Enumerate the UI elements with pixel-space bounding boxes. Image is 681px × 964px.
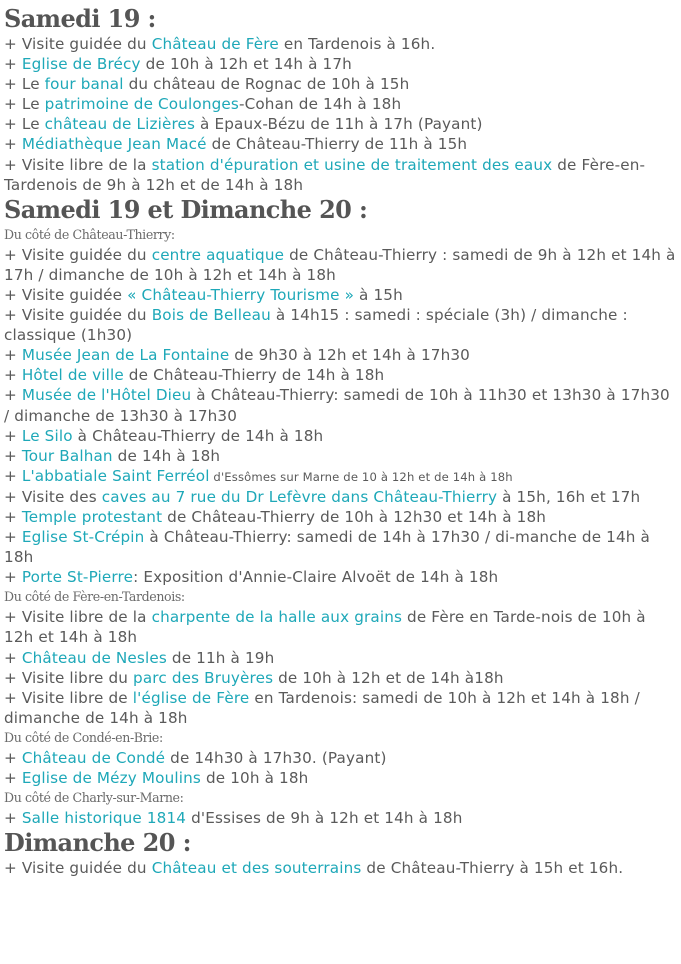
event-text: de 14h à 18h (112, 446, 221, 465)
event-text: à 15h (354, 285, 403, 304)
event-entry (4, 487, 676, 507)
group-subtitle: Du côté de Condé-en-Brie: (4, 729, 163, 745)
event-entry (4, 365, 676, 385)
event-entry (4, 446, 676, 466)
event-link[interactable]: Eglise de Brécy (21, 55, 141, 74)
event-entry (4, 858, 676, 878)
event-text: + Visite guidée du (4, 245, 152, 264)
event-text: à Château-Thierry: samedi de 14h à 17h30 / di-manche de 14h à 18h (4, 528, 651, 567)
event-link[interactable]: Salle historique 1814 (21, 809, 187, 828)
event-text: de Fère en Tarde-nois de 10h à 12h et 14h à 18h (4, 608, 646, 647)
event-text: d'Essômes sur Marne de 10 à 12h et de 14h à 18h (209, 469, 513, 484)
events-document (4, 4, 676, 878)
event-text: à Château-Thierry: samedi de 10h à 11h30 et 13h30 à 17h30 / dimanche de 13h30 à 17h30 (4, 386, 670, 425)
event-text: + (4, 748, 22, 767)
event-text: à Château-Thierry de 14h à 18h (72, 426, 324, 445)
event-text: + Visite des (4, 487, 102, 506)
event-text: + Le (4, 75, 45, 94)
event-text: + (4, 507, 22, 526)
event-text: -Cohan de 14h à 18h (238, 95, 402, 114)
event-link[interactable]: Le Silo (21, 426, 73, 445)
event-link[interactable]: Musée Jean de La Fontaine (21, 346, 230, 365)
event-text: de Château-Thierry de 11h à 15h (206, 135, 468, 154)
event-text: + Visite libre de (4, 688, 133, 707)
event-link[interactable]: Hôtel de ville (21, 366, 124, 385)
event-entry (4, 114, 676, 134)
event-text: de 10h à 18h (200, 769, 309, 787)
event-text: + (4, 528, 22, 547)
event-link[interactable]: Médiathèque Jean Macé (21, 135, 207, 154)
event-entry (4, 527, 676, 567)
event-entry (4, 466, 676, 487)
event-text: à 14h15 : samedi : spéciale (3h) / dimanche : classique (1h30) (4, 306, 628, 345)
event-text: + (4, 426, 22, 445)
event-entry (4, 74, 676, 94)
event-entry (4, 155, 676, 195)
event-text: + Visite libre de la (4, 608, 152, 627)
event-text: à Epaux-Bézu de 11h à 17h (Payant) (195, 115, 483, 134)
group-subtitle: Du côté de Fère-en-Tardenois: (4, 589, 185, 605)
event-text: de 10h à 12h et 14h à 17h (140, 55, 352, 74)
event-text: du château de Rognac de 10h à 15h (123, 75, 410, 94)
event-text: + Visite guidée du (4, 306, 152, 325)
event-entry (4, 808, 676, 828)
event-link[interactable]: Porte St-Pierre (21, 568, 134, 587)
event-text: de Château-Thierry de 10h à 12h30 et 14h à 18h (162, 507, 547, 526)
event-entry (4, 94, 676, 114)
event-text: + Visite libre du (4, 668, 134, 687)
event-entry (4, 507, 676, 527)
event-entry (4, 34, 676, 54)
event-link[interactable]: Eglise de Mézy Moulins (21, 769, 201, 787)
event-link[interactable]: château de Lizières (44, 115, 196, 134)
event-link[interactable]: Eglise St-Crépin (21, 528, 145, 547)
event-link[interactable]: centre aquatique (151, 245, 285, 264)
event-entry (4, 134, 676, 154)
event-text: + Visite guidée du (4, 859, 152, 878)
event-entry (4, 668, 676, 688)
event-link[interactable]: Musée de l'Hôtel Dieu (21, 386, 192, 405)
event-link[interactable]: Château de Fère (151, 35, 279, 53)
event-text: en Tardenois à 16h. (278, 35, 436, 53)
group-subtitle: Du côté de Charly-sur-Marne: (4, 790, 184, 806)
event-text: de 11h à 19h (166, 648, 275, 667)
event-text: + Visite guidée (4, 285, 128, 304)
event-entry (4, 285, 676, 305)
event-entry (4, 305, 676, 345)
event-text: : Exposition d'Annie-Claire Alvoët de 14h à 18h (133, 568, 499, 587)
event-link[interactable]: Temple protestant (21, 507, 163, 526)
event-entry (4, 385, 676, 425)
event-text: + (4, 769, 22, 787)
event-link[interactable]: L'abbatiale Saint Ferréol (21, 466, 210, 485)
event-text: + Visite libre de la (4, 155, 152, 174)
event-text: de Fère-en-Tardenois de 9h à 12h et de 14h à 18h (4, 155, 646, 194)
event-entry (4, 607, 676, 647)
event-entry (4, 54, 676, 74)
event-text: + (4, 135, 22, 154)
event-text: + (4, 466, 22, 485)
event-entry (4, 345, 676, 365)
event-text: + (4, 346, 22, 365)
event-link[interactable]: caves au 7 rue du Dr Lefèvre dans Château-Thierry (101, 487, 498, 506)
event-text: + (4, 366, 22, 385)
event-text: de Château-Thierry de 14h à 18h (123, 366, 385, 385)
event-text: + (4, 809, 22, 828)
event-link[interactable]: Tour Balhan (21, 446, 113, 465)
event-text: de 10h à 12h et de 14h à18h (273, 668, 504, 687)
event-link[interactable]: station d'épuration et usine de traitement des eaux (151, 155, 553, 174)
event-entry (4, 567, 676, 587)
event-text: d'Essises de 9h à 12h et 14h à 18h (186, 809, 463, 828)
event-entry (4, 688, 676, 728)
event-text: + Le (4, 95, 45, 114)
event-entry (4, 245, 676, 285)
event-text: + (4, 55, 22, 74)
event-text: de Château-Thierry à 15h et 16h. (361, 859, 624, 878)
event-entry (4, 426, 676, 446)
event-text: + (4, 446, 22, 465)
event-text: + Le (4, 115, 45, 134)
event-entry (4, 748, 676, 768)
event-entry (4, 648, 676, 668)
event-link[interactable]: l'église de Fère (132, 688, 250, 707)
event-text: + (4, 568, 22, 587)
section-title: Dimanche 20 : (4, 828, 191, 858)
section-title: Samedi 19 : (4, 4, 156, 33)
event-link[interactable]: parc des Bruyères (133, 668, 274, 687)
section-title: Samedi 19 et Dimanche 20 : (4, 194, 368, 224)
event-text: + (4, 386, 22, 405)
event-text: en Tardenois: samedi de 10h à 12h et 14h à 18h / dimanche de 14h à 18h (4, 688, 640, 727)
event-text: + (4, 648, 22, 667)
event-link[interactable]: patrimoine de Coulonges (44, 95, 239, 114)
event-link[interactable]: Château de Condé (21, 748, 166, 767)
event-link[interactable]: Château et des souterrains (151, 859, 362, 878)
event-link[interactable]: four banal (44, 75, 124, 94)
event-text: de 14h30 à 17h30. (Payant) (165, 748, 387, 767)
event-entry (4, 768, 676, 788)
event-link[interactable]: charpente de la halle aux grains (151, 608, 403, 627)
event-text: + Visite guidée du (4, 35, 152, 53)
event-text: de Château-Thierry : samedi de 9h à 12h et 14h à 17h / dimanche de 10h à 12h et 14h à 18h (4, 245, 676, 284)
event-link[interactable]: « Château-Thierry Tourisme » (127, 285, 355, 304)
event-text: de 9h30 à 12h et 14h à 17h30 (229, 346, 470, 365)
event-link[interactable]: Château de Nesles (21, 648, 167, 667)
event-link[interactable]: Bois de Belleau (151, 306, 271, 325)
event-text: à 15h, 16h et 17h (497, 487, 641, 506)
group-subtitle: Du côté de Château-Thierry: (4, 226, 175, 242)
